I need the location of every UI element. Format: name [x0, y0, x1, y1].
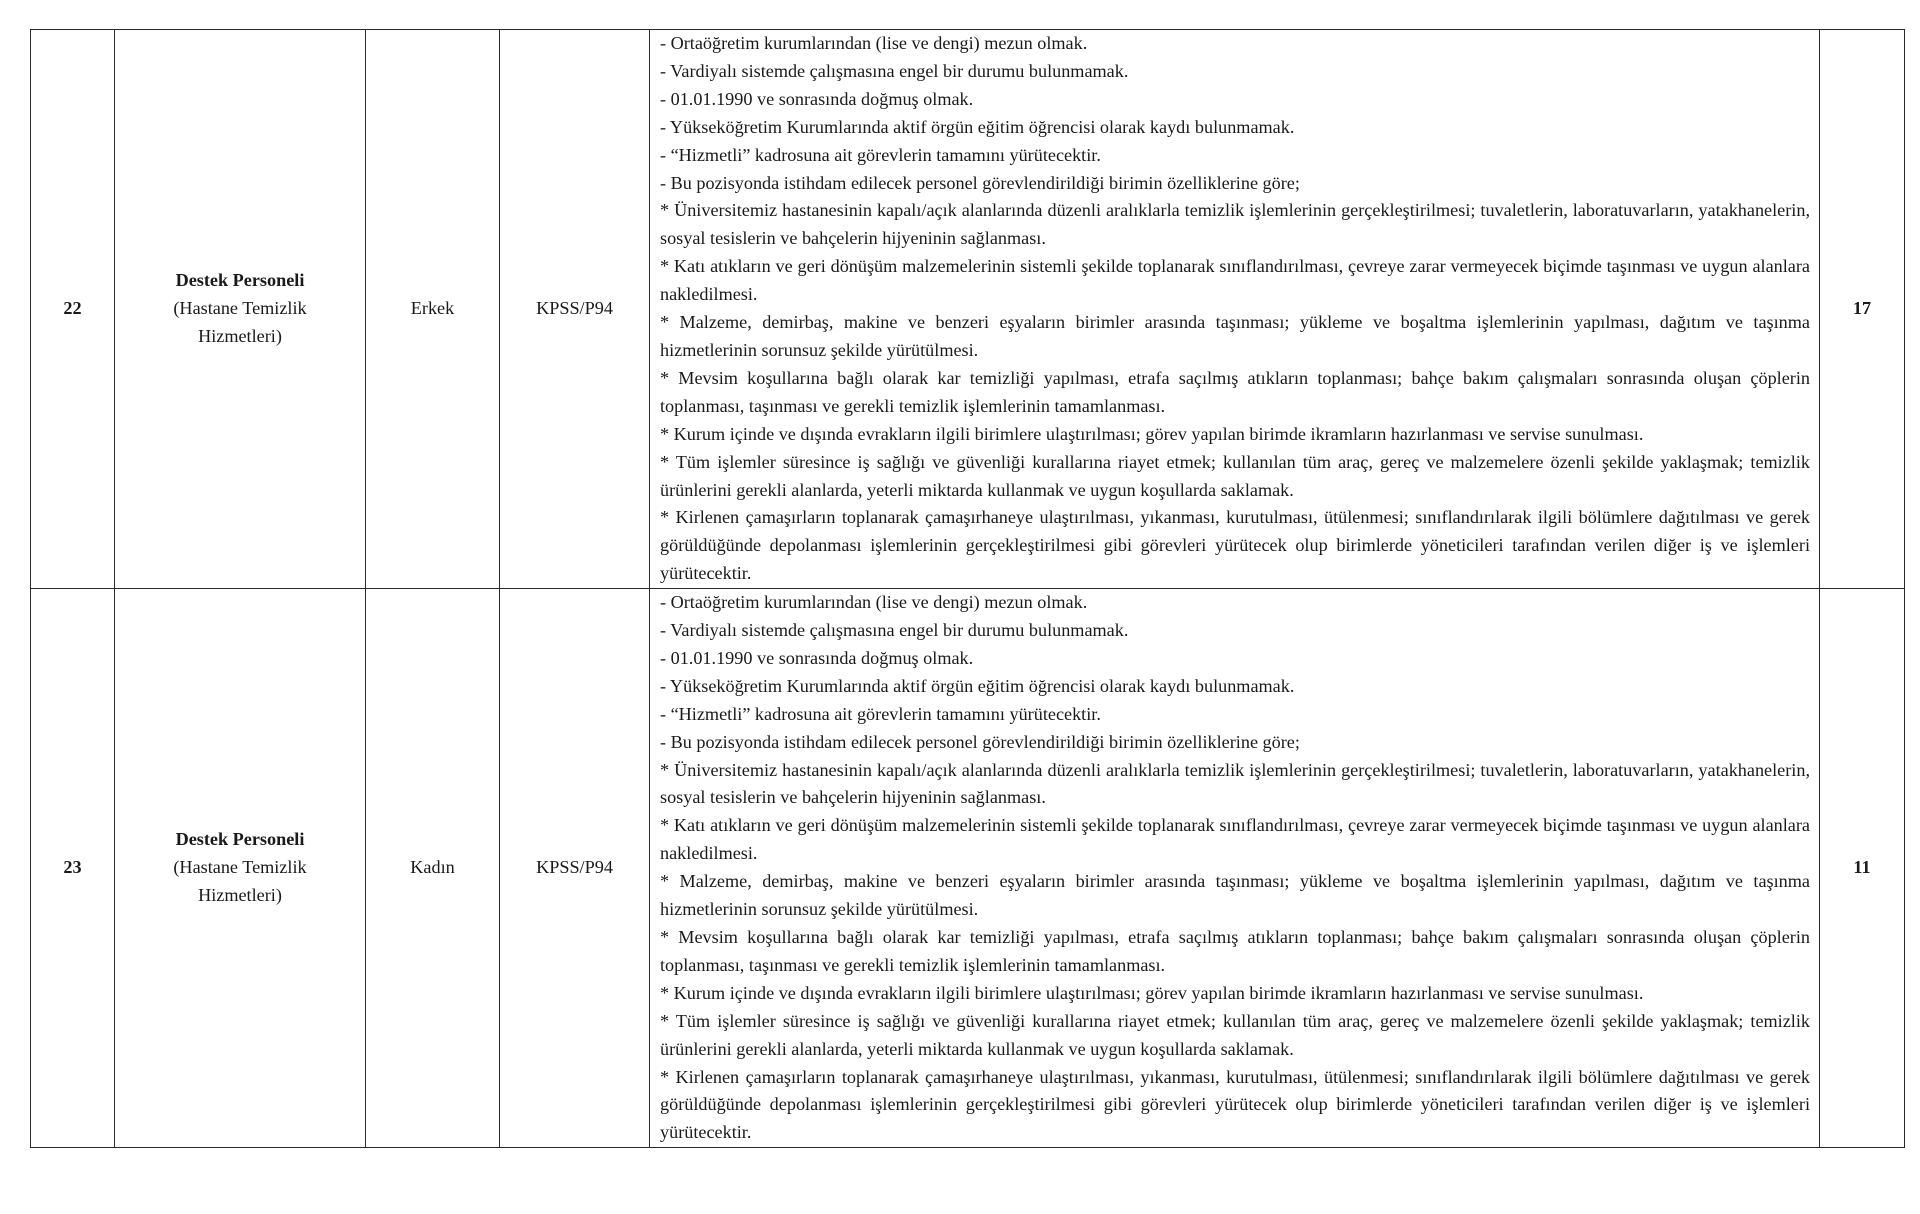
position-cell	[115, 30, 366, 589]
requirement-line: - Bu pozisyonda istihdam edilecek personel görevlendirildiği birimin özelliklerine göre;	[660, 731, 1300, 752]
table-row	[31, 589, 1905, 1148]
position-title: Destek Personeli	[175, 270, 305, 291]
requirement-line: - Yükseköğretim Kurumlarında aktif örgün eğitim öğrencisi olarak kaydı bulunmamak.	[660, 675, 1295, 696]
requirement-line: - “Hizmetli” kadrosuna ait görevlerin tamamını yürütecektir.	[660, 144, 1101, 165]
requirement-line: * Kirlenen çamaşırların toplanarak çamaşırhaneye ulaştırılması, yıkanması, kurutulması, ütülenmesi; sınıflandırılarak ilgili bölümlere dağıtılması ve gerek görüldüğünde depolanması işlemlerinin gerçekleştirilmesi gibi görevleri yürütecek olup birimlerde yöneticileri tarafından verilen diğer iş ve işlemleri yürütecektir.	[660, 507, 1810, 584]
requirement-line: * Mevsim koşullarına bağlı olarak kar temizliği yapılması, etrafa saçılmış atıkların toplanması; bahçe bakım çalışmaları sonrasında oluşan çöplerin toplanması, taşınması ve gerekli temizlik işlemlerinin tamamlanması.	[660, 367, 1810, 416]
requirement-line: * Tüm işlemler süresince iş sağlığı ve güvenliği kurallarına riayet etmek; kullanılan tüm araç, gereç ve malzemelere özenli şekilde yaklaşmak; temizlik ürünlerini gerekli alanlarda, yeterli miktarda kullanmak ve uygun koşullarda saklamak.	[660, 451, 1810, 500]
requirement-line: - Yükseköğretim Kurumlarında aktif örgün eğitim öğrencisi olarak kaydı bulunmamak.	[660, 116, 1295, 137]
row-number: 22	[31, 30, 115, 589]
requirement-line: * Malzeme, demirbaş, makine ve benzeri eşyaların birimler arasında taşınması; yükleme ve boşaltma işlemlerinin yapılması, dağıtım ve taşınma hizmetlerinin sorunsuz şekilde yürütülmesi.	[660, 312, 1810, 360]
row-number: 23	[31, 589, 115, 1148]
position-subtitle: Hizmetleri)	[198, 326, 282, 347]
requirement-line: - Bu pozisyonda istihdam edilecek personel görevlendirildiği birimin özelliklerine göre;	[660, 172, 1300, 193]
requirements-cell	[650, 589, 1820, 1148]
position-subtitle: (Hastane Temizlik	[173, 298, 307, 319]
requirement-line: - Vardiyalı sistemde çalışmasına engel bir durumu bulunmamak.	[660, 620, 1129, 641]
requirement-line: * Üniversitemiz hastanesinin kapalı/açık alanlarında düzenli aralıklarla temizlik işlemlerinin gerçekleştirilmesi; tuvaletlerin, laboratuvarların, yatakhanelerin, sosyal tesislerin ve bahçelerin hijyeninin sağlanması.	[660, 759, 1810, 808]
position-count: 11	[1820, 589, 1905, 1148]
requirement-line: - Ortaöğretim kurumlarından (lise ve dengi) mezun olmak.	[660, 33, 1088, 53]
position-title: Destek Personeli	[175, 829, 305, 850]
requirement-line: * Malzeme, demirbaş, makine ve benzeri eşyaların birimler arasında taşınması; yükleme ve boşaltma işlemlerinin yapılması, dağıtım ve taşınma hizmetlerinin sorunsuz şekilde yürütülmesi.	[660, 871, 1810, 920]
requirement-line: * Kirlenen çamaşırların toplanarak çamaşırhaneye ulaştırılması, yıkanması, kurutulması, ütülenmesi; sınıflandırılarak ilgili bölümlere dağıtılması ve gerek görüldüğünde depolanması işlemlerinin gerçekleştirilmesi gibi görevleri yürütecek olup birimlerde yöneticileri tarafından verilen diğer iş ve işlemleri yürütecektir.	[660, 1066, 1810, 1143]
requirement-line: * Tüm işlemler süresince iş sağlığı ve güvenliği kurallarına riayet etmek; kullanılan tüm araç, gereç ve malzemelere özenli şekilde yaklaşmak; temizlik ürünlerini gerekli alanlarda, yeterli miktarda kullanmak ve uygun koşullarda saklamak.	[660, 1010, 1810, 1059]
requirement-line: - 01.01.1990 ve sonrasında doğmuş olmak.	[660, 647, 974, 668]
position-subtitle: (Hastane Temizlik	[173, 857, 307, 878]
requirement-line: - Vardiyalı sistemde çalışmasına engel bir durumu bulunmamak.	[660, 60, 1129, 81]
requirements-cell	[650, 30, 1820, 589]
positions-table	[30, 29, 1905, 1148]
position-cell	[115, 589, 366, 1148]
score-type-cell: KPSS/P94	[500, 30, 650, 589]
requirement-line: - “Hizmetli” kadrosuna ait görevlerin tamamını yürütecektir.	[660, 703, 1101, 724]
gender-cell: Erkek	[366, 30, 500, 589]
requirement-line: * Katı atıkların ve geri dönüşüm malzemelerinin sistemli şekilde toplanarak sınıflandırılması, çevreye zarar vermeyecek biçimde taşınması ve uygun alanlara nakledilmesi.	[660, 256, 1810, 305]
score-type-cell: KPSS/P94	[500, 589, 650, 1148]
requirement-line: * Katı atıkların ve geri dönüşüm malzemelerinin sistemli şekilde toplanarak sınıflandırılması, çevreye zarar vermeyecek biçimde taşınması ve uygun alanlara nakledilmesi.	[660, 815, 1810, 864]
requirement-line: * Kurum içinde ve dışında evrakların ilgili birimlere ulaştırılması; görev yapılan birimde ikramların hazırlanması ve servise sunulması.	[660, 982, 1644, 1003]
requirement-line: - 01.01.1990 ve sonrasında doğmuş olmak.	[660, 88, 974, 109]
requirement-line: * Üniversitemiz hastanesinin kapalı/açık alanlarında düzenli aralıklarla temizlik işlemlerinin gerçekleştirilmesi; tuvaletlerin, laboratuvarların, yatakhanelerin, sosyal tesislerin ve bahçelerin hijyeninin sağlanması.	[660, 200, 1810, 249]
table-row	[31, 30, 1905, 589]
requirement-line: - Ortaöğretim kurumlarından (lise ve dengi) mezun olmak.	[660, 592, 1088, 613]
requirement-line: * Kurum içinde ve dışında evrakların ilgili birimlere ulaştırılması; görev yapılan birimde ikramların hazırlanması ve servise sunulması.	[660, 423, 1644, 444]
position-subtitle: Hizmetleri)	[198, 885, 282, 906]
requirement-line: * Mevsim koşullarına bağlı olarak kar temizliği yapılması, etrafa saçılmış atıkların toplanması; bahçe bakım çalışmaları sonrasında oluşan çöplerin toplanması, taşınması ve gerekli temizlik işlemlerinin tamamlanması.	[660, 927, 1810, 975]
position-count: 17	[1820, 30, 1905, 589]
gender-cell: Kadın	[366, 589, 500, 1148]
